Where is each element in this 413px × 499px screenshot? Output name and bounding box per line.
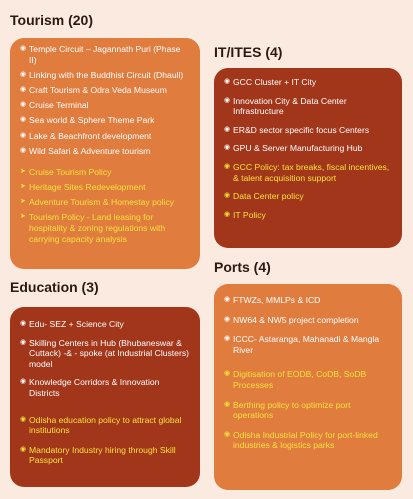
policy-item: ➤ Adventure Tourism & Homestay policy [20, 197, 175, 208]
education-card [10, 307, 200, 487]
it-ites-card [214, 68, 402, 248]
bullet-icon: ◉ [20, 45, 27, 52]
bullet-icon: ◉ [224, 210, 231, 218]
bullet-icon: ◉ [20, 85, 27, 93]
bullet-icon: ◉ [20, 116, 27, 124]
policy-item: ➤ Tourism Policy - Land leasing for hospitality & zoning regulations with carrying capacity analysis [20, 212, 166, 244]
policy-item: ◉ Berthing policy to optimize port operations [224, 399, 351, 421]
bullet-icon: ◉ [224, 370, 231, 378]
list-item: ◉ Sea world & Sphere Theme Park [20, 115, 155, 126]
bullet-icon: ◉ [20, 320, 27, 327]
list-item: ◉ Craft Tourism & Odra Veda Museum [20, 84, 167, 95]
ports-heading: Ports (4) [214, 259, 271, 275]
bullet-icon: ◉ [20, 131, 27, 139]
list-item: ◉ ER&D sector specific focus Centers [224, 124, 370, 135]
bullet-icon: ◉ [224, 430, 231, 438]
tourism-card [10, 38, 200, 269]
list-item: ◉ GCC Cluster + IT City [224, 77, 317, 87]
bullet-icon: ◉ [224, 315, 231, 323]
arrow-icon: ➤ [20, 183, 26, 191]
arrow-icon: ➤ [20, 213, 26, 221]
list-item: ◉ Lake & Beachfront development [20, 130, 152, 141]
policy-item: ◉ Mandatory Industry hiring through Skill Passport [20, 444, 176, 466]
list-item: ◉ Temple Circuit – Jagannath Puri (Phase II) [20, 44, 181, 65]
bullet-icon: ◉ [20, 338, 27, 346]
bullet-icon: ◉ [224, 335, 231, 343]
it-ites-heading: IT/ITES (4) [214, 44, 283, 60]
list-item: ◉ Skilling Centers in Hub (Bhubaneswar & Cuttack) -& - spoke (at Industrial Clusters) model [20, 337, 189, 369]
bullet-icon: ◉ [20, 146, 27, 154]
policy-item: ◉ Odisha Industrial Policy for port-linked industries & logistics parks [224, 429, 378, 451]
policy-item: ◉ GCC Policy: tax breaks, fiscal incentives, & talent acquisition support [224, 161, 390, 183]
arrow-icon: ➤ [20, 198, 26, 206]
tourism-heading: Tourism (20) [10, 12, 93, 28]
list-item: ◉ Edu- SEZ + Science City [20, 319, 124, 329]
list-item: ◉ GPU & Server Manufacturing Hub [224, 143, 363, 154]
bullet-icon: ◉ [224, 125, 231, 133]
bullet-icon: ◉ [224, 78, 231, 85]
bullet-icon: ◉ [20, 445, 27, 453]
bullet-icon: ◉ [224, 162, 231, 170]
list-item: ◉ Wild Safari & Adventure tourism [20, 145, 151, 156]
bullet-icon: ◉ [224, 192, 231, 200]
list-item: ◉ FTWZs, MMLPs & ICD [224, 295, 321, 305]
list-item: ◉ Knowledge Corridors & Innovation Districts [20, 377, 160, 398]
list-item: ◉ Innovation City & Data Center Infrastructure [224, 95, 347, 117]
bullet-icon: ◉ [20, 101, 27, 109]
education-heading: Education (3) [10, 279, 99, 295]
bullet-icon: ◉ [224, 96, 231, 104]
list-item: ◉ NW64 & NW5 project completion [224, 314, 359, 325]
policy-item: ◉ IT Policy [224, 209, 266, 220]
bullet-icon: ◉ [224, 296, 231, 303]
list-item: ◉ ICCC- Astaranga, Mahanadi & Mangla River [224, 334, 380, 355]
policy-item: ◉ Data Center policy [224, 191, 304, 202]
list-item: ◉ Cruise Terminal [20, 100, 89, 111]
arrow-icon: ➤ [20, 167, 26, 175]
policy-item: ◉ Odisha education policy to attract global institutions [20, 414, 182, 436]
bullet-icon: ◉ [20, 378, 27, 386]
bullet-icon: ◉ [20, 415, 27, 423]
bullet-icon: ◉ [224, 144, 231, 152]
policy-item: ➤ Cruise Tourism Policy [20, 166, 112, 177]
bullet-icon: ◉ [224, 400, 231, 408]
policy-item: ➤ Heritage Sites Redevelopment [20, 182, 146, 193]
list-item: ◉ Linking with the Buddhist Circuit (Dhauli) [20, 69, 184, 80]
policy-item: ◉ Digitisation of EODB, CoDB, SoDB Processes [224, 369, 367, 390]
bullet-icon: ◉ [20, 70, 27, 78]
ports-card [214, 284, 402, 490]
